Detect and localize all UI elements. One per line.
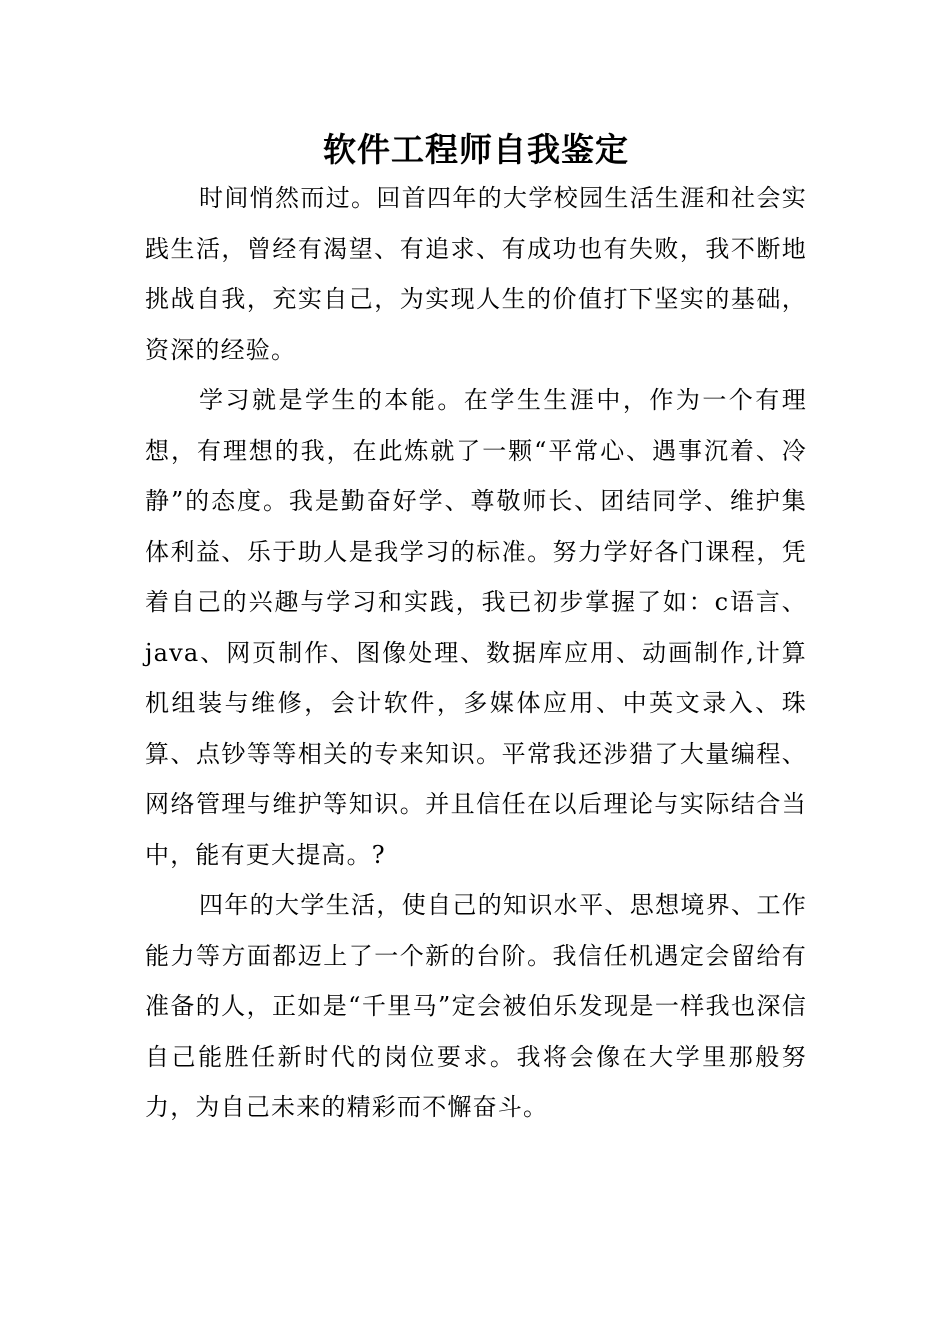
document-body — [145, 127, 807, 1133]
document-title: 软件工程师自我鉴定 — [323, 130, 629, 169]
paragraph-1: 时间悄然而过。回首四年的大学校园生活生涯和社会实践生活，曾经有渴望、有追求、有成功也有失败，我不断地挑战自我，充实自己，为实现人生的价值打下坚实的基础，资深的经验。 — [145, 184, 807, 364]
paragraph-3: 四年的大学生活，使自己的知识水平、思想境界、工作能力等方面都迈上了一个新的台阶。我信任机遇定会留给有准备的人，正如是“千里马”定会被伯乐发现是一样我也深信自己能胜任新时代的岗位要求。我将会像在大学里那般努力，为自己未来的精彩而不懈奋斗。 — [145, 891, 807, 1121]
paragraph-2: 学习就是学生的本能。在学生生涯中，作为一个有理想，有理想的我，在此炼就了一颗“平常心、遇事沉着、冷静”的态度。我是勤奋好学、尊敬师长、团结同学、维护集体利益、乐于助人是我学习的标准。努力学好各门课程，凭着自己的兴趣与学习和实践，我已初步掌握了如：c语言、java、网页制作、图像处理、数据库应用、动画制作,计算机组装与维修，会计软件，多媒体应用、中英文录入、珠算、点钞等等相关的专来知识。平常我还涉猎了大量编程、网络管理与维护等知识。并且信任在以后理论与实际结合当中，能有更大提高。? — [145, 386, 807, 869]
